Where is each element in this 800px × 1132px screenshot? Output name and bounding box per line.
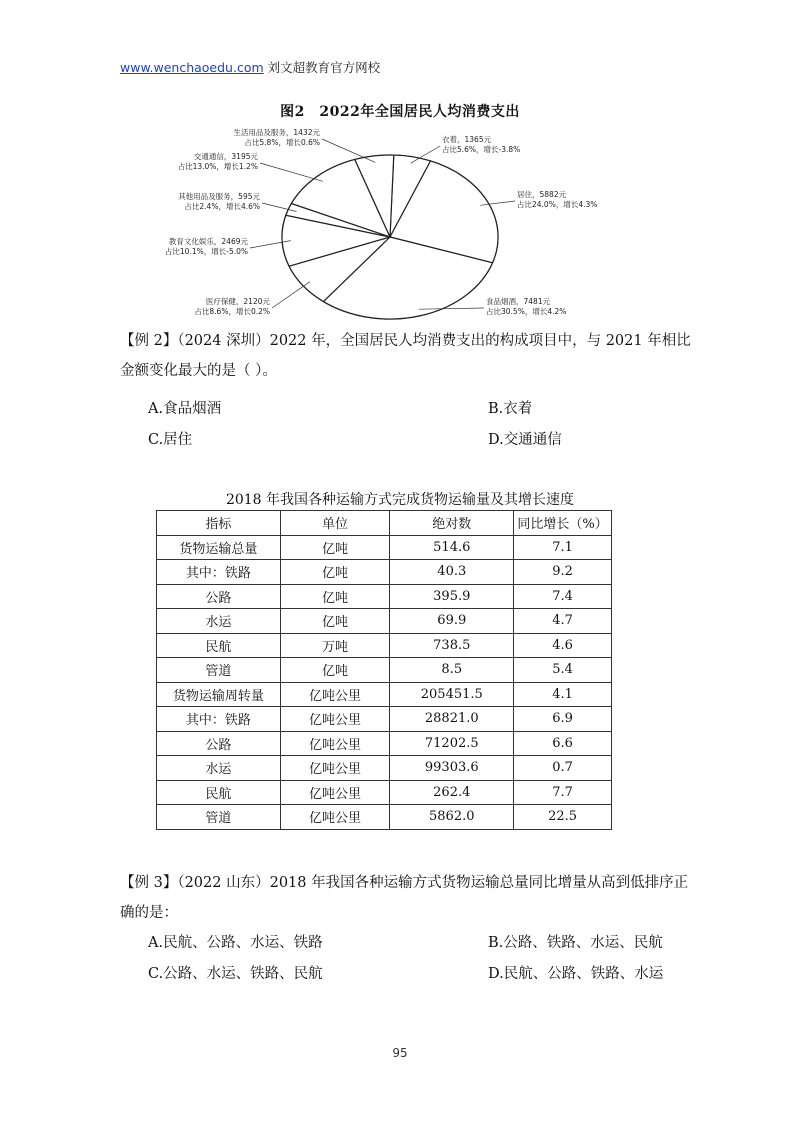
table-cell: 绝对数 <box>390 511 514 536</box>
site-org: 刘文超教育官方网校 <box>263 60 381 75</box>
slice-label: 交通通信，3195元 <box>193 152 258 161</box>
table-row <box>157 805 612 830</box>
q3-option-a[interactable]: A.民航、公路、水运、铁路 <box>148 935 323 951</box>
table-cell: 5862.0 <box>390 805 514 830</box>
table-cell: 货物运输总量 <box>157 535 281 560</box>
table-cell: 亿吨公里 <box>280 756 390 781</box>
slice-label: 占比13.0%，增长1.2% <box>177 162 258 171</box>
table-row <box>157 584 612 609</box>
q3-option-b[interactable]: B.公路、铁路、水运、民航 <box>488 935 663 951</box>
table-cell: 9.2 <box>514 560 612 585</box>
table-cell: 亿吨公里 <box>280 682 390 707</box>
table-row <box>157 658 612 683</box>
table-cell: 7.1 <box>514 535 612 560</box>
slice-label: 其他用品及服务，595元 <box>178 192 260 201</box>
table-cell: 6.9 <box>514 707 612 732</box>
table-cell: 万吨 <box>280 633 390 658</box>
q2-option-b[interactable]: B.衣着 <box>488 401 533 417</box>
table-cell: 亿吨公里 <box>280 707 390 732</box>
table-cell: 395.9 <box>390 584 514 609</box>
table-cell: 其中：铁路 <box>157 560 281 585</box>
table-cell: 亿吨 <box>280 584 390 609</box>
table-row <box>157 731 612 756</box>
table-row <box>157 780 612 805</box>
table-cell: 亿吨公里 <box>280 805 390 830</box>
table-cell: 7.7 <box>514 780 612 805</box>
table-cell: 6.6 <box>514 731 612 756</box>
table-cell: 亿吨 <box>280 560 390 585</box>
slice-label: 占比10.1%，增长-5.0% <box>164 247 248 256</box>
slice-label: 生活用品及服务，1432元 <box>233 128 320 137</box>
table-title: 2018 年我国各种运输方式完成货物运输量及其增长速度 <box>225 492 575 508</box>
table-cell: 同比增长（%） <box>514 511 612 536</box>
table-cell: 管道 <box>157 658 281 683</box>
table-cell: 货物运输周转量 <box>157 682 281 707</box>
q3-option-d[interactable]: D.民航、公路、铁路、水运 <box>488 966 664 982</box>
table-cell: 亿吨公里 <box>280 780 390 805</box>
table-cell: 单位 <box>280 511 390 536</box>
leader-line <box>272 282 310 308</box>
slice-label: 占比5.6%，增长-3.8% <box>442 145 521 154</box>
table-cell: 205451.5 <box>390 682 514 707</box>
table-cell: 亿吨公里 <box>280 731 390 756</box>
table-cell: 水运 <box>157 609 281 634</box>
table-cell: 0.7 <box>514 756 612 781</box>
q2-option-a[interactable]: A.食品烟酒 <box>148 401 222 417</box>
table-row <box>157 756 612 781</box>
table-cell: 亿吨 <box>280 535 390 560</box>
table-cell: 管道 <box>157 805 281 830</box>
slice-label: 居住，5882元 <box>517 190 567 199</box>
table-cell: 水运 <box>157 756 281 781</box>
slice-label: 占比2.4%，增长4.6% <box>184 202 260 211</box>
table-cell: 5.4 <box>514 658 612 683</box>
table-cell: 514.6 <box>390 535 514 560</box>
table-cell: 民航 <box>157 780 281 805</box>
slice-label: 食品烟酒，7481元 <box>486 297 551 306</box>
table-cell: 738.5 <box>390 633 514 658</box>
table-cell: 公路 <box>157 584 281 609</box>
table-cell: 4.6 <box>514 633 612 658</box>
table-row <box>157 535 612 560</box>
table-cell: 69.9 <box>390 609 514 634</box>
question-2: 【例 2】（2024 深圳）2022 年，全国居民人均消费支出的构成项目中，与 2021 年相比金额变化最大的是（ ）。 <box>120 333 691 379</box>
table-cell: 亿吨 <box>280 609 390 634</box>
table-row <box>157 633 612 658</box>
table-cell: 指标 <box>157 511 281 536</box>
q2-option-c[interactable]: C.居住 <box>148 432 193 448</box>
table-cell: 4.7 <box>514 609 612 634</box>
slice-label: 衣着，1365元 <box>442 135 492 144</box>
page-header <box>120 58 380 76</box>
table-cell: 71202.5 <box>390 731 514 756</box>
pie-chart <box>140 122 660 322</box>
figure-title: 图2 2022年全国居民人均消费支出 <box>280 104 520 120</box>
q2-option-d[interactable]: D.交通通信 <box>488 432 562 448</box>
table-cell: 民航 <box>157 633 281 658</box>
slice-label: 占比24.0%，增长4.3% <box>517 200 598 209</box>
slice-label: 医疗保健，2120元 <box>205 297 270 306</box>
q3-option-c[interactable]: C.公路、水运、铁路、民航 <box>148 966 323 982</box>
slice-label: 教育文化娱乐，2469元 <box>168 237 248 246</box>
table-row <box>157 682 612 707</box>
site-link[interactable]: www.wenchaoedu.com <box>120 60 264 75</box>
table-cell: 亿吨 <box>280 658 390 683</box>
table-cell: 22.5 <box>514 805 612 830</box>
question-3: 【例 3】（2022 山东）2018 年我国各种运输方式货物运输总量同比增量从高到低排序正确的是： <box>120 875 689 921</box>
table-row <box>157 511 612 536</box>
table-cell: 8.5 <box>390 658 514 683</box>
table-cell: 28821.0 <box>390 707 514 732</box>
table-cell: 7.4 <box>514 584 612 609</box>
table-row <box>157 609 612 634</box>
table-cell: 公路 <box>157 731 281 756</box>
slice-label: 占比8.6%，增长0.2% <box>194 307 270 316</box>
slice-label: 占比5.8%，增长0.6% <box>244 138 320 147</box>
table-cell: 其中：铁路 <box>157 707 281 732</box>
leader-line <box>260 163 323 181</box>
table-row <box>157 560 612 585</box>
freight-table <box>156 510 612 830</box>
table-cell: 262.4 <box>390 780 514 805</box>
table-cell: 99303.6 <box>390 756 514 781</box>
table-cell: 4.1 <box>514 682 612 707</box>
slice-label: 占比30.5%，增长4.2% <box>486 307 567 316</box>
page-number: 95 <box>392 1046 408 1060</box>
leader-line <box>322 139 375 162</box>
table-row <box>157 707 612 732</box>
table-cell: 40.3 <box>390 560 514 585</box>
